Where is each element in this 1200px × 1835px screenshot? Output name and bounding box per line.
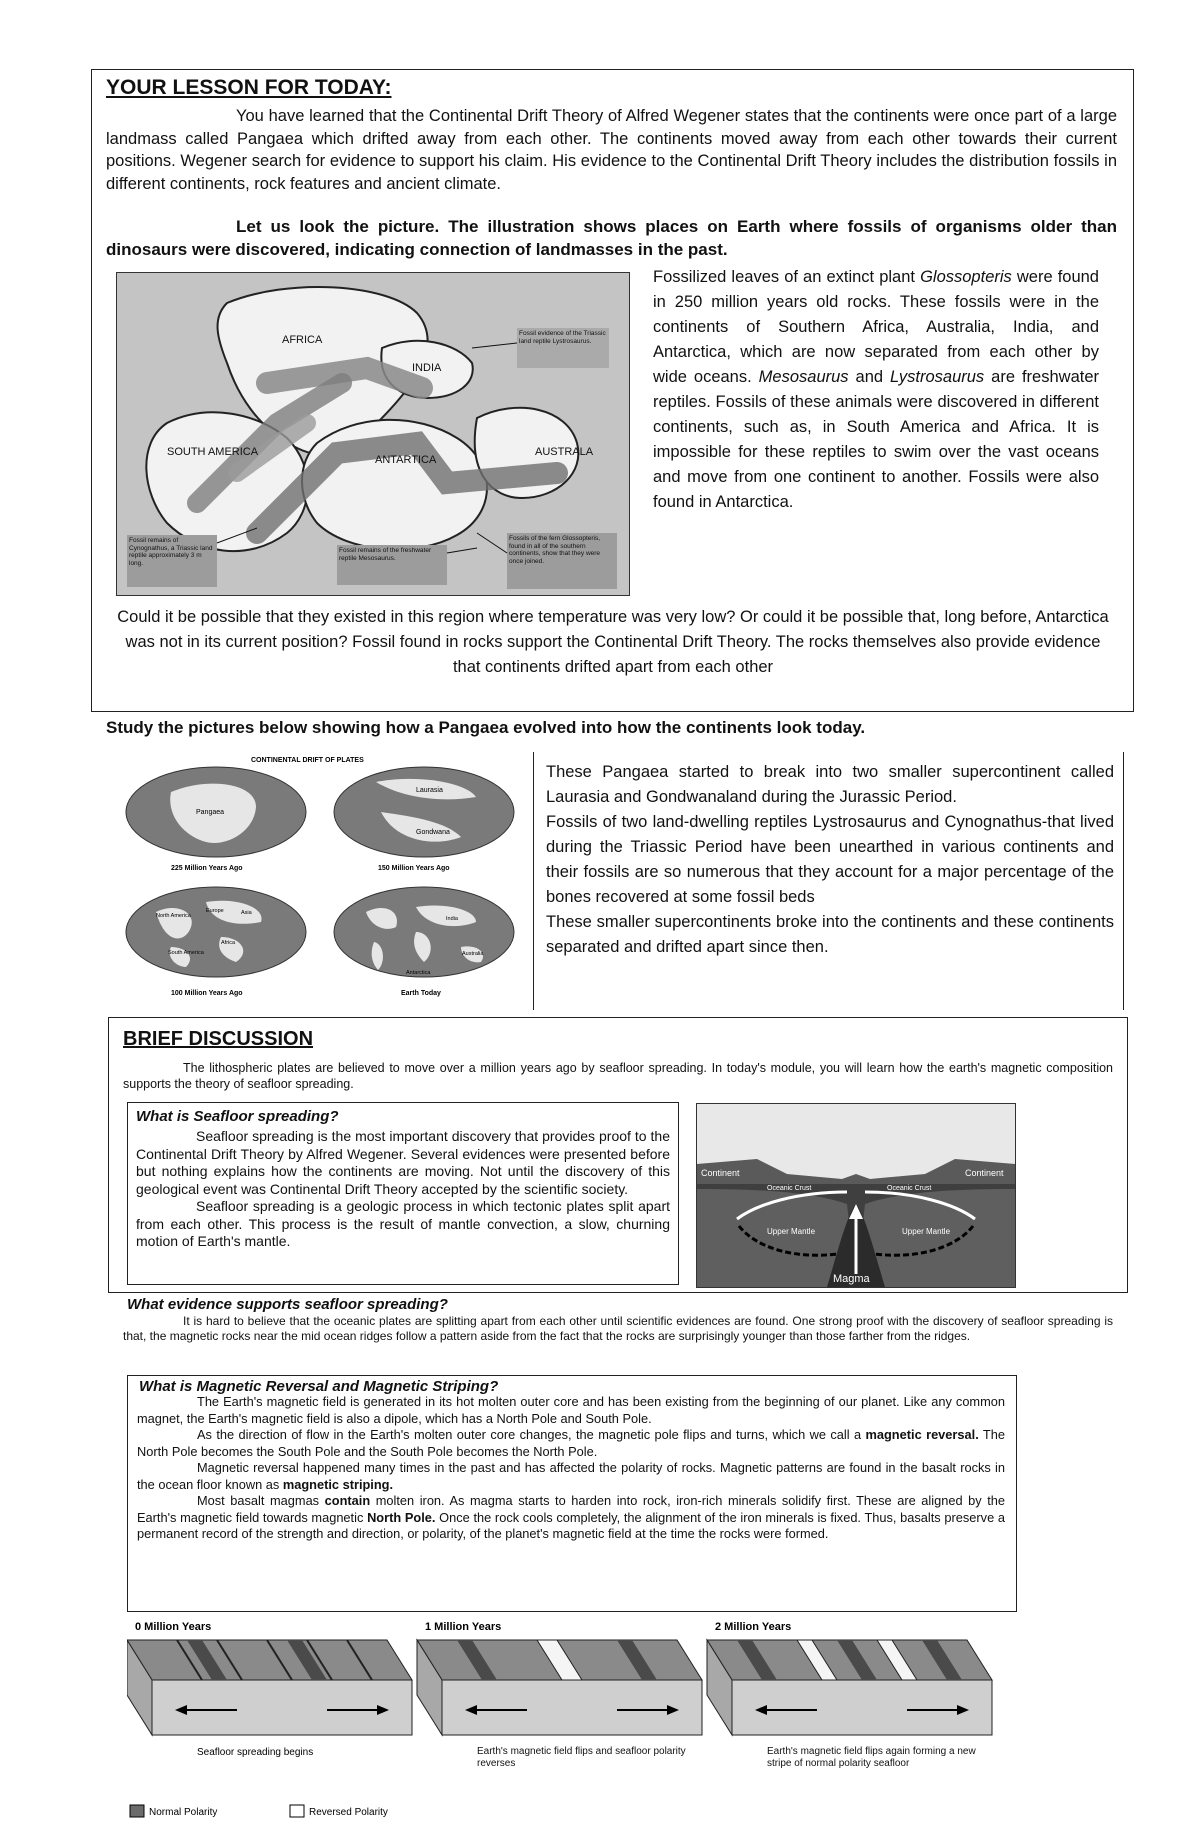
- lbl-gondwana: Gondwana: [416, 829, 450, 836]
- dg-continent-left: Continent: [701, 1168, 740, 1178]
- lesson-question: Could it be possible that they existed in this region where temperature was very low? Or could it be possible that, long before, Antarctica was not in its current position? Fossil found in rocks support the Continental Drift Theory. The rocks themselves also provide evidence that continents drifted apart from each other: [117, 608, 1109, 676]
- cap-100: 100 Million Years Ago: [171, 990, 243, 997]
- dg-crust-right: Oceanic Crust: [887, 1185, 932, 1192]
- evidence-text: It is hard to believe that the oceanic plates are splitting apart from each other until scientific evidences are found. One strong proof with the discovery of seafloor spreading is that, the magnetic rocks near the mid ocean ridges follow a pattern aside from the fact that the rocks are surprisingly younger than those farther from the ridges.: [123, 1314, 1113, 1343]
- stage-2-caption: Earth's magnetic field flips again forming a new stripe of normal polarity seafloor: [767, 1746, 976, 1769]
- fossil-text: Fossilized leaves of an extinct plant Glossopteris were found in 250 million years old rocks. These fossils were in the continents of Southern Africa, Australia, India, and Antarctica, which are now separated from each other by wide oceans. Mesosaurus and Lystrosaurus are freshwater reptiles. Fossils of these animals were discovered in different continents, such as, in South America and Africa. It is impossible for these reptiles to swim over the vast oceans and move from one continent to another. Fossils were also found in Antarctica.: [653, 268, 1099, 511]
- magnetic-p2: As the direction of flow in the Earth's molten outer core changes, the magnetic pole flips and turns, which we call a magnetic reversal. The North Pole becomes the South Pole and the South Pole becomes the North Pole.: [137, 1427, 1005, 1459]
- note-lystrosaurus: Fossil evidence of the Triassic land reptile Lystrosaurus.: [519, 330, 606, 345]
- seafloor-diagram-svg: [697, 1104, 1015, 1287]
- stage-1: [417, 1621, 717, 1776]
- dg-crust-left: Oceanic Crust: [767, 1185, 812, 1192]
- legend-normal: Normal Polarity: [149, 1807, 218, 1818]
- label-australia: AUSTRALA: [535, 446, 594, 458]
- pangaea-text-2: Fossils of two land-dwelling reptiles Lystrosaurus and Cynognathus-that lived during the Triassic Period have been unearthed in various continents and their fossils are so numerous that they account for a major percentage of the bones recovered at some fossil beds: [546, 813, 1114, 906]
- lbl-south-america: South America: [168, 950, 204, 956]
- stage-1-title: 1 Million Years: [425, 1621, 502, 1633]
- note-cynognathus: Fossil remains of Cynognathus, a Triassic land reptile approximately 3 m long.: [129, 537, 213, 567]
- legend-reversed: Reversed Polarity: [309, 1807, 388, 1818]
- lbl-africa: Africa: [221, 940, 236, 946]
- seafloor-p1: Seafloor spreading is the most important discovery that provides proof to the Continental Drift Theory by Alfred Wegener. Several evidences were presented before but nothing explains how the continents are moving. Not until the discovery of this geological event was Continental Drift Theory accepted by the scientific society.: [136, 1128, 670, 1197]
- dg-continent-right: Continent: [965, 1168, 1004, 1178]
- fossil-map-svg: [117, 273, 629, 595]
- discussion-title: BRIEF DISCUSSION: [123, 1028, 314, 1050]
- stage-0-caption: Seafloor spreading begins: [197, 1747, 314, 1758]
- lbl-australia: Australia: [462, 951, 484, 957]
- lbl-india: India: [446, 916, 458, 922]
- magnetic-p4: Most basalt magmas contain molten iron. As magma starts to harden into rock, iron-rich minerals solidify first. These are aligned by the Earth's magnetic field towards magnetic North Pole. Once the rock cools completely, the alignment of the iron minerals is fixed. Thus, basalts preserve a permanent record of the strength and direction, or polarity, of the planet's magnetic field at the time the rocks were formed.: [137, 1493, 1006, 1541]
- lbl-antarctica: Antarctica: [406, 970, 431, 976]
- cap-today: Earth Today: [401, 990, 441, 997]
- magnetic-p1: The Earth's magnetic field is generated in its hot molten outer core and has been existing from the beginning of our planet. Like any common magnet, the Earth's magnetic field is also a dipole, which has a North Pole and South Pole.: [137, 1394, 1005, 1426]
- lesson-title: YOUR LESSON FOR TODAY:: [106, 76, 392, 99]
- dg-magma: Magma: [833, 1273, 870, 1285]
- stage-0: [127, 1621, 412, 1758]
- label-africa: AFRICA: [282, 334, 323, 346]
- lbl-asia: Asia: [241, 910, 252, 916]
- stage-2-title: 2 Million Years: [715, 1621, 792, 1633]
- cap-225: 225 Million Years Ago: [171, 865, 243, 872]
- striping-svg: [127, 1620, 1027, 1830]
- note-mesosaurus: Fossil remains of the freshwater reptile Mesosaurus.: [339, 547, 432, 562]
- lbl-laurasia: Laurasia: [416, 787, 443, 794]
- stage-1-caption: Earth's magnetic field flips and seafloor polarity reverses: [477, 1746, 686, 1769]
- magnetic-striping-figure: [127, 1620, 1027, 1830]
- magnetic-text: [137, 1394, 1005, 1543]
- stage-0-title: 0 Million Years: [135, 1621, 212, 1633]
- seafloor-spreading-diagram: [696, 1103, 1016, 1288]
- note-glossopteris: Fossils of the fern Glossopteris, found in all of the southern continents, show that they were once joined.: [509, 535, 601, 565]
- label-antartica: ANTARTICA: [375, 454, 437, 466]
- dg-mantle-left: Upper Mantle: [767, 1227, 816, 1236]
- evidence-question: What evidence supports seafloor spreading?: [127, 1296, 448, 1313]
- magnetic-p3: Magnetic reversal happened many times in the past and has affected the polarity of rocks. Magnetic patterns are found in the basalt rocks in the ocean floor known as magnetic striping.: [137, 1460, 1005, 1492]
- pangaea-text-1: These Pangaea started to break into two smaller supercontinent called Laurasia and Gondwanaland during the Jurassic Period.: [546, 763, 1114, 806]
- magnetic-question: What is Magnetic Reversal and Magnetic Striping?: [139, 1378, 499, 1395]
- dg-mantle-right: Upper Mantle: [902, 1227, 951, 1236]
- seafloor-question: What is Seafloor spreading?: [136, 1108, 339, 1125]
- fossil-distribution-map: [116, 272, 630, 596]
- lbl-pangaea: Pangaea: [196, 809, 225, 816]
- continental-drift-figure: [116, 752, 526, 1002]
- polarity-legend: [130, 1805, 388, 1818]
- picture-intro: Let us look the picture. The illustration shows places on Earth where fossils of organisms older than dinosaurs were discovered, indicating connection of landmasses in the past.: [106, 217, 1117, 259]
- label-south-america: SOUTH AMERICA: [167, 446, 259, 458]
- stage-2: [707, 1621, 992, 1790]
- lesson-intro: You have learned that the Continental Drift Theory of Alfred Wegener states that the continents were once part of a large landmass called Pangaea which drifted away from each other. The continents moved away from each other towards their current positions. Wegener search for evidence to support his claim. His evidence to the Continental Drift Theory includes the distribution fossils in different continents, rock features and ancient climate.: [106, 107, 1117, 193]
- discussion-intro: The lithospheric plates are believed to move over a million years ago by seafloor spreading. In today's module, you will learn how the earth's magnetic composition supports the theory of seafloor spreading.: [123, 1061, 1113, 1091]
- cap-150: 150 Million Years Ago: [378, 865, 450, 872]
- seafloor-text: [136, 1128, 670, 1251]
- seafloor-p2: Seafloor spreading is a geologic process in which tectonic plates split apart from each other. This process is the result of mantle convection, a slow, churning motion of Earth's mantle.: [136, 1198, 670, 1249]
- continental-drift-svg: [116, 752, 526, 1002]
- label-india: INDIA: [412, 362, 442, 374]
- pangaea-heading: Study the pictures below showing how a Pangaea evolved into how the continents look today.: [106, 718, 866, 737]
- lbl-europe: Europe: [206, 908, 224, 914]
- lbl-north-america: North America: [156, 913, 191, 919]
- pangaea-text-3: These smaller supercontinents broke into the continents and these continents separated and drifted apart since then.: [546, 913, 1114, 956]
- drift-figure-title: CONTINENTAL DRIFT OF PLATES: [251, 757, 364, 764]
- pangaea-text: [546, 760, 1114, 960]
